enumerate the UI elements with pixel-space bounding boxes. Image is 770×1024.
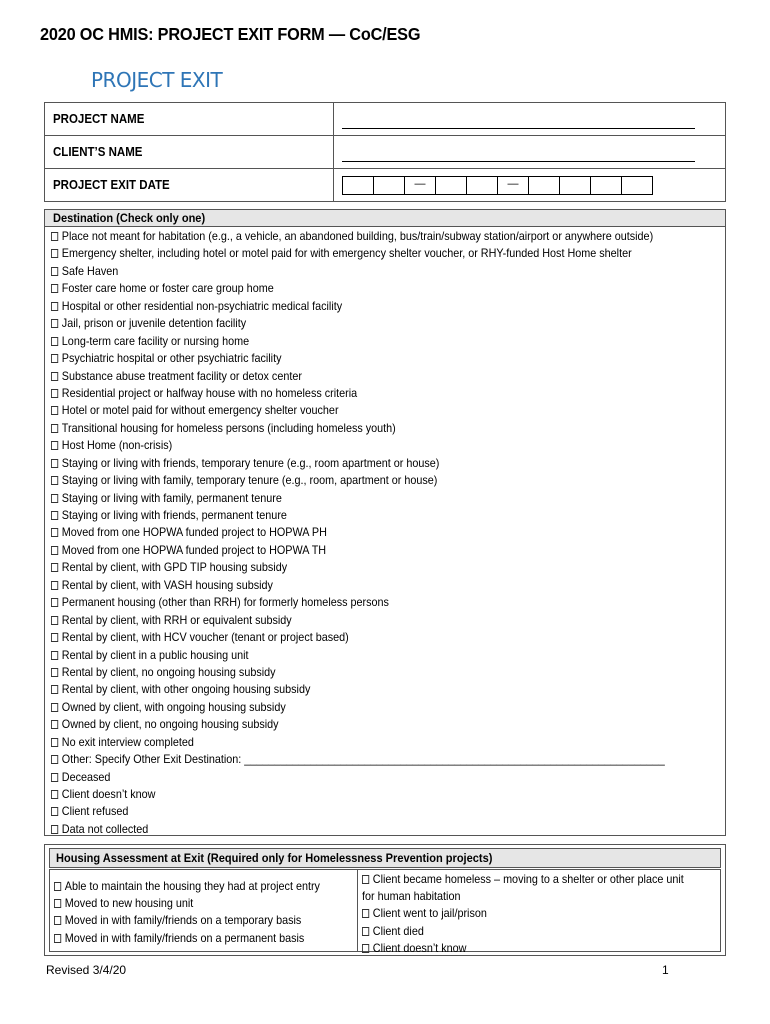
option-label: Client doesn’t know: [61, 787, 156, 801]
checkbox-icon[interactable]: [51, 703, 58, 712]
checkbox-option[interactable]: [54, 878, 357, 895]
option-label: Moved in with family/friends on a permanent basis: [64, 930, 305, 945]
checkbox-icon[interactable]: [51, 284, 58, 293]
checkbox-option[interactable]: [51, 472, 725, 489]
checkbox-icon[interactable]: [51, 720, 58, 729]
checkbox-option[interactable]: [51, 333, 725, 350]
checkbox-icon[interactable]: [51, 738, 58, 747]
checkbox-option[interactable]: [51, 298, 725, 315]
checkbox-icon[interactable]: [51, 494, 58, 503]
checkbox-icon[interactable]: [362, 927, 369, 936]
option-label: Client became homeless – moving to a shelter or other place unit: [373, 872, 685, 886]
option-label: Other: Specify Other Exit Destination: ______________________________________________________________________: [61, 752, 665, 767]
checkbox-icon[interactable]: [51, 232, 58, 241]
checkbox-icon[interactable]: [362, 875, 369, 884]
option-label: Foster care home or foster care group home: [61, 281, 274, 296]
checkbox-option[interactable]: [51, 647, 725, 664]
housing-assessment-heading: Housing Assessment at Exit (Required only for Homelessness Prevention projects): [49, 848, 721, 868]
checkbox-option[interactable]: [51, 228, 725, 245]
client-name-field[interactable]: [334, 136, 726, 169]
date-digit-box[interactable]: [590, 176, 622, 195]
checkbox-icon[interactable]: [51, 633, 58, 642]
checkbox-icon[interactable]: [51, 651, 58, 660]
option-continuation: [362, 888, 720, 905]
option-label: Staying or living with family, permanent tenure: [61, 490, 282, 505]
option-label: Staying or living with family, temporary tenure (e.g., room, apartment or house): [61, 473, 438, 488]
date-digit-box[interactable]: [528, 176, 560, 195]
date-digit-box[interactable]: [559, 176, 591, 195]
checkbox-option[interactable]: [51, 350, 725, 367]
checkbox-option[interactable]: [51, 542, 725, 559]
checkbox-option[interactable]: [51, 734, 725, 751]
option-label: Staying or living with friends, permanent tenure: [61, 508, 287, 522]
option-label: Safe Haven: [61, 263, 119, 278]
checkbox-icon[interactable]: [51, 372, 58, 381]
option-label: Place not meant for habitation (e.g., a vehicle, an abandoned building, bus/train/subway station/airport or anywhere outside): [61, 229, 654, 243]
option-label: Psychiatric hospital or other psychiatric facility: [61, 351, 282, 366]
checkbox-icon[interactable]: [51, 581, 58, 590]
checkbox-option[interactable]: [51, 490, 725, 507]
checkbox-option[interactable]: [51, 559, 725, 576]
checkbox-option[interactable]: [51, 786, 725, 803]
checkbox-icon[interactable]: [54, 934, 61, 943]
option-label: Moved from one HOPWA funded project to HOPWA TH: [61, 542, 327, 557]
checkbox-icon[interactable]: [362, 909, 369, 918]
checkbox-icon[interactable]: [51, 406, 58, 415]
checkbox-icon[interactable]: [51, 807, 58, 816]
option-label: Hotel or motel paid for without emergency shelter voucher: [61, 403, 339, 418]
checkbox-icon[interactable]: [54, 899, 61, 908]
option-label: Long-term care facility or nursing home: [61, 333, 250, 348]
checkbox-icon[interactable]: [51, 616, 58, 625]
checkbox-icon[interactable]: [51, 563, 58, 572]
option-label: Rental by client in a public housing unit: [61, 647, 249, 662]
option-label: Owned by client, no ongoing housing subsidy: [61, 717, 279, 732]
checkbox-icon[interactable]: [51, 598, 58, 607]
checkbox-icon[interactable]: [51, 476, 58, 485]
checkbox-option[interactable]: [362, 923, 720, 940]
checkbox-icon[interactable]: [51, 755, 58, 764]
client-name-row: [45, 136, 726, 169]
option-label: for human habitation: [362, 889, 461, 904]
checkbox-icon[interactable]: [51, 267, 58, 276]
checkbox-icon[interactable]: [51, 825, 58, 834]
option-label: Rental by client, with RRH or equivalent subsidy: [61, 612, 292, 627]
checkbox-icon[interactable]: [51, 790, 58, 799]
checkbox-icon[interactable]: [51, 511, 58, 520]
option-label: Client refused: [61, 804, 129, 819]
checkbox-option[interactable]: [51, 594, 725, 611]
destination-options: [45, 227, 725, 838]
checkbox-icon[interactable]: [51, 354, 58, 363]
exit-date-label: PROJECT EXIT DATE: [45, 169, 334, 202]
destination-section: [44, 209, 726, 836]
checkbox-option[interactable]: [51, 524, 725, 541]
destination-heading: Destination (Check only one): [45, 210, 725, 227]
checkbox-icon[interactable]: [51, 441, 58, 450]
checkbox-icon[interactable]: [51, 685, 58, 694]
option-label: Moved in with family/friends on a temporary basis: [64, 913, 302, 928]
checkbox-icon[interactable]: [51, 389, 58, 398]
checkbox-option[interactable]: [51, 455, 725, 472]
client-info-table: [44, 102, 726, 202]
option-label: Deceased: [61, 769, 111, 784]
checkbox-option[interactable]: [51, 803, 725, 820]
checkbox-option[interactable]: [54, 930, 357, 947]
checkbox-option[interactable]: [51, 245, 725, 262]
checkbox-option[interactable]: [51, 629, 725, 646]
option-label: Able to maintain the housing they had at project entry: [64, 879, 320, 893]
checkbox-icon[interactable]: [54, 882, 61, 891]
checkbox-icon[interactable]: [51, 546, 58, 555]
checkbox-option[interactable]: [51, 263, 725, 280]
option-label: Rental by client, with GPD TIP housing subsidy: [61, 560, 288, 575]
checkbox-option[interactable]: [51, 821, 725, 838]
exit-date-field: [334, 169, 726, 202]
option-label: Substance abuse treatment facility or detox center: [61, 368, 302, 383]
document-title: 2020 OC HMIS: PROJECT EXIT FORM — CoC/ESG: [40, 24, 421, 44]
option-label: Client died: [373, 923, 425, 938]
option-label: Rental by client, with VASH housing subsidy: [61, 577, 273, 592]
checkbox-option[interactable]: [51, 612, 725, 629]
option-label: Host Home (non-crisis): [61, 438, 173, 453]
checkbox-option[interactable]: [362, 905, 720, 922]
checkbox-option[interactable]: [51, 664, 725, 681]
option-label: Rental by client, no ongoing housing subsidy: [61, 664, 276, 679]
option-label: Staying or living with friends, temporary tenure (e.g., room apartment or house): [61, 455, 440, 470]
exit-date-boxes: [342, 176, 725, 195]
checkbox-icon[interactable]: [51, 302, 58, 311]
date-digit-box[interactable]: [621, 176, 653, 195]
checkbox-option[interactable]: [54, 912, 357, 929]
date-separator: —: [404, 176, 436, 195]
checkbox-option[interactable]: [51, 507, 725, 524]
checkbox-icon[interactable]: [54, 916, 61, 925]
client-name-label: CLIENT’S NAME: [45, 136, 334, 169]
date-digit-box[interactable]: [435, 176, 467, 195]
checkbox-icon[interactable]: [51, 249, 58, 258]
checkbox-icon[interactable]: [51, 773, 58, 782]
housing-assessment-left-options: [49, 869, 358, 952]
checkbox-icon[interactable]: [51, 337, 58, 346]
checkbox-icon[interactable]: [51, 319, 58, 328]
date-digit-box[interactable]: [466, 176, 498, 195]
checkbox-option[interactable]: [362, 940, 720, 957]
option-label: Client doesn’t know: [373, 940, 467, 955]
checkbox-option[interactable]: [51, 681, 725, 698]
option-label: Permanent housing (other than RRH) for formerly homeless persons: [61, 595, 389, 610]
option-label: Client went to jail/prison: [373, 906, 488, 921]
checkbox-option[interactable]: [51, 769, 725, 786]
checkbox-option[interactable]: [51, 699, 725, 716]
checkbox-option[interactable]: [51, 577, 725, 594]
checkbox-option[interactable]: [51, 368, 725, 385]
section-heading: PROJECT EXIT: [91, 68, 223, 92]
checkbox-option[interactable]: [51, 402, 725, 419]
checkbox-option[interactable]: [51, 751, 725, 768]
option-label: Emergency shelter, including hotel or motel paid for with emergency shelter voucher, or RHY-funded Host Home shelter: [61, 246, 632, 261]
page-number: 1: [662, 963, 669, 977]
option-label: Rental by client, with other ongoing housing subsidy: [61, 682, 311, 697]
option-label: Transitional housing for homeless persons (including homeless youth): [61, 420, 396, 435]
revised-date: Revised 3/4/20: [46, 963, 127, 977]
project-name-field[interactable]: [334, 103, 726, 136]
option-label: Hospital or other residential non-psychiatric medical facility: [61, 298, 343, 313]
option-label: Owned by client, with ongoing housing subsidy: [61, 699, 286, 714]
checkbox-option[interactable]: [362, 871, 720, 888]
checkbox-option[interactable]: [51, 716, 725, 733]
checkbox-icon[interactable]: [362, 944, 369, 953]
checkbox-option[interactable]: [51, 437, 725, 454]
checkbox-option[interactable]: [51, 315, 725, 332]
option-label: Residential project or halfway house with no homeless criteria: [61, 385, 358, 400]
checkbox-option[interactable]: [51, 280, 725, 297]
option-label: Moved from one HOPWA funded project to HOPWA PH: [61, 525, 327, 540]
checkbox-icon[interactable]: [51, 528, 58, 537]
date-separator: —: [497, 176, 529, 195]
housing-assessment-right-options: [358, 869, 721, 955]
housing-assessment-section: [44, 844, 726, 956]
option-label: No exit interview completed: [61, 734, 194, 749]
date-digit-box[interactable]: [342, 176, 374, 195]
checkbox-icon[interactable]: [51, 424, 58, 433]
checkbox-option[interactable]: [54, 895, 357, 912]
option-label: Moved to new housing unit: [64, 896, 194, 911]
exit-date-row: [45, 169, 726, 202]
project-name-label: PROJECT NAME: [45, 103, 334, 136]
checkbox-icon[interactable]: [51, 459, 58, 468]
project-name-row: [45, 103, 726, 136]
option-label: Data not collected: [61, 821, 149, 836]
date-digit-box[interactable]: [373, 176, 405, 195]
checkbox-option[interactable]: [51, 420, 725, 437]
option-label: Jail, prison or juvenile detention facility: [61, 316, 247, 331]
checkbox-option[interactable]: [51, 385, 725, 402]
checkbox-icon[interactable]: [51, 668, 58, 677]
option-label: Rental by client, with HCV voucher (tenant or project based): [61, 630, 349, 645]
